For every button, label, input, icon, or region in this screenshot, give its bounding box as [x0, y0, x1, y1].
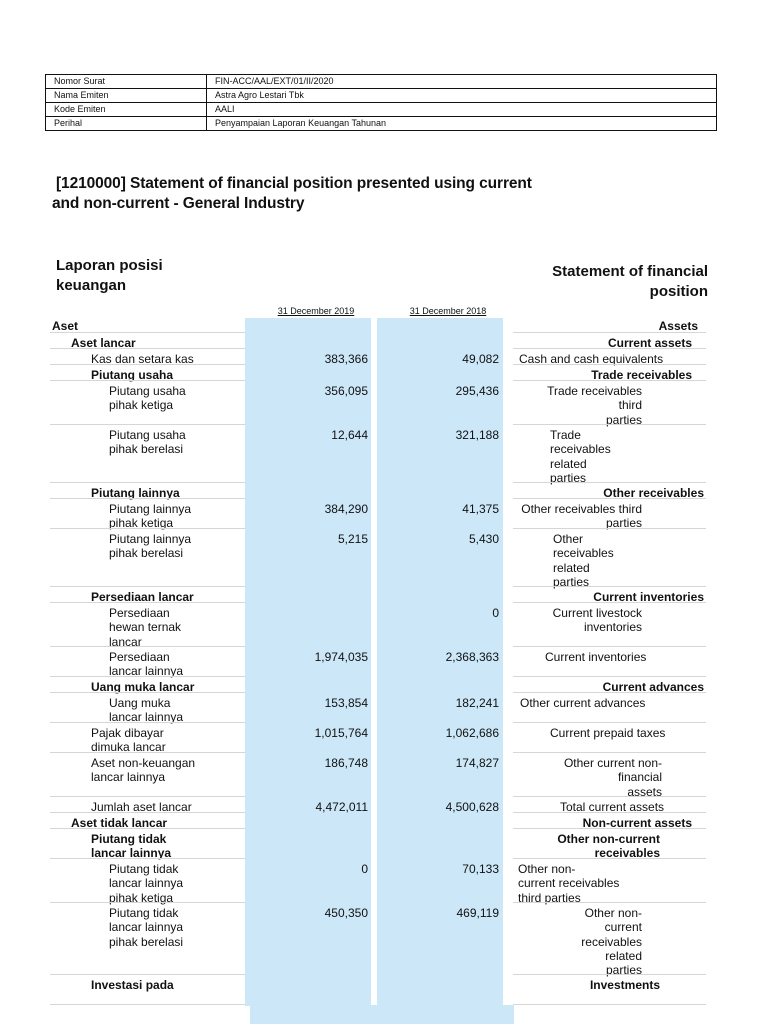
row-label-id: Persediaan hewan ternak lancar	[109, 606, 182, 649]
info-key: Kode Emiten	[46, 103, 207, 117]
column-header-2018: 31 December 2018	[409, 306, 487, 316]
row-label-en: Trade receivables third parties	[547, 384, 642, 427]
row-label-en: Cash and cash equivalents	[519, 352, 664, 366]
value-2018: 1,062,686	[445, 726, 499, 740]
row-label-id: Pajak dibayar dimuka lancar	[91, 726, 166, 755]
heading-indonesian: Laporan posisi keuangan	[56, 257, 163, 294]
table-row	[0, 427, 768, 485]
row-label-en-text: Other non- current receivables third parties	[518, 862, 620, 905]
row-label-id: Jumlah aset lancar	[91, 800, 192, 814]
row-label-en: Investments	[589, 978, 660, 992]
info-key: Nama Emiten	[46, 89, 207, 103]
value-2019: 4,472,011	[315, 800, 368, 814]
row-label-id: Kas dan setara kas	[91, 352, 194, 366]
value-2019: 186,748	[324, 756, 368, 770]
value-2019: 1,974,035	[314, 650, 368, 664]
table-row	[0, 318, 768, 335]
table-row	[0, 383, 768, 427]
value-2019: 356,095	[324, 384, 368, 398]
row-label-en: Current livestock inventories	[552, 606, 642, 635]
value-2019: 383,366	[324, 352, 368, 366]
info-key: Nomor Surat	[46, 75, 207, 89]
table-row	[0, 605, 768, 649]
table-row	[0, 905, 768, 977]
value-2018: 0	[492, 606, 499, 620]
value-2018: 469,119	[456, 906, 499, 920]
row-label-en: Assets	[658, 319, 698, 333]
table-row	[0, 695, 768, 725]
row-label-en	[553, 532, 673, 589]
table-row	[0, 335, 768, 351]
table-row	[0, 831, 768, 861]
value-2018: 321,188	[455, 428, 499, 442]
row-label-id: Aset lancar	[71, 336, 136, 350]
info-value: Penyampaian Laporan Keuangan Tahunan	[207, 117, 717, 131]
info-row-nama-emiten	[46, 89, 717, 103]
info-value: AALI	[207, 103, 717, 117]
value-2018: 174,827	[455, 756, 499, 770]
table-row	[0, 799, 768, 815]
row-label-en-text: Trade receivables related parties	[550, 428, 611, 485]
value-2019: 1,015,764	[314, 726, 368, 740]
table-row	[0, 725, 768, 755]
row-label-id: Uang muka lancar	[91, 680, 195, 694]
value-2018: 70,133	[462, 862, 499, 876]
row-label-en	[518, 862, 668, 905]
value-2018: 5,430	[468, 532, 499, 546]
value-2018: 49,082	[462, 352, 499, 366]
column-band-footer	[250, 1005, 514, 1024]
heading-english: Statement of financial position	[552, 263, 708, 300]
document-title-line-1: [1210000] Statement of financial position presented using current	[56, 175, 532, 192]
row-label-en: Other non-current receivables	[557, 832, 660, 861]
letter-info-table	[45, 74, 717, 131]
info-row-nomor-surat	[46, 75, 717, 89]
row-label-en: Current advances	[602, 680, 704, 694]
row-label-id: Persediaan lancar lainnya	[109, 650, 184, 679]
row-label-en: Total current assets	[560, 800, 665, 814]
document-title-line-2: and non-current - General Industry	[52, 195, 305, 212]
info-key: Perihal	[46, 117, 207, 131]
value-2018: 4,500,628	[445, 800, 499, 814]
row-label-id: Investasi pada	[91, 978, 174, 992]
row-label-en: Other receivables	[603, 486, 704, 500]
row-label-en: Trade receivables	[591, 368, 692, 382]
row-label-id: Aset	[52, 319, 79, 333]
row-label-en: Other current non- financial assets	[563, 756, 662, 799]
row-label-en	[550, 428, 670, 485]
table-row	[0, 501, 768, 531]
row-label-en-text: Other receivables related parties	[553, 532, 614, 589]
row-label-id: Uang muka lancar lainnya	[109, 696, 184, 725]
table-row	[0, 815, 768, 831]
info-value: Astra Agro Lestari Tbk	[207, 89, 717, 103]
table-row	[0, 589, 768, 605]
row-label-id: Piutang tidak lancar lainnya pihak berelasi	[109, 906, 184, 949]
row-label-en: Current inventories	[545, 650, 647, 664]
info-row-kode-emiten	[46, 103, 717, 117]
value-2019: 153,854	[324, 696, 368, 710]
table-row	[0, 977, 768, 1007]
table-row	[0, 755, 768, 799]
value-2018: 2,368,363	[445, 650, 499, 664]
row-label-id: Aset tidak lancar	[71, 816, 168, 830]
row-label-id: Piutang lainnya	[91, 486, 180, 500]
table-row	[0, 679, 768, 695]
value-2019: 5,215	[337, 532, 368, 546]
table-row	[0, 531, 768, 589]
row-label-en: Non-current assets	[582, 816, 692, 830]
value-2019: 384,290	[324, 502, 368, 516]
info-value: FIN-ACC/AAL/EXT/01/II/2020	[207, 75, 717, 89]
row-label-en: Other receivables third parties	[521, 502, 642, 531]
row-label-en: Other non- current receivables related parties	[581, 906, 642, 978]
value-2018: 41,375	[462, 502, 499, 516]
table-row	[0, 351, 768, 367]
table-row	[0, 367, 768, 383]
row-label-id: Piutang tidak lancar lainnya pihak ketiga	[109, 862, 184, 905]
value-2019: 12,644	[331, 428, 368, 442]
table-row	[0, 649, 768, 679]
row-label-en: Current assets	[607, 336, 692, 350]
row-label-id: Piutang lainnya pihak berelasi	[109, 532, 192, 561]
row-label-id: Piutang lainnya pihak ketiga	[109, 502, 192, 531]
document-title	[52, 174, 632, 214]
row-label-id: Piutang usaha	[91, 368, 174, 382]
row-label-en: Current inventories	[593, 590, 704, 604]
row-label-en: Other current advances	[520, 696, 646, 710]
value-2019: 450,350	[324, 906, 368, 920]
column-header-2019: 31 December 2019	[277, 306, 355, 316]
row-label-en: Current prepaid taxes	[550, 726, 666, 740]
info-row-perihal	[46, 117, 717, 131]
row-label-id: Aset non-keuangan lancar lainnya	[91, 756, 196, 785]
table-row	[0, 485, 768, 501]
value-2018: 295,436	[455, 384, 499, 398]
row-label-id: Piutang usaha pihak ketiga	[109, 384, 186, 413]
table-row	[0, 861, 768, 905]
value-2019: 0	[361, 862, 368, 876]
row-label-id: Piutang tidak lancar lainnya	[91, 832, 172, 861]
row-label-id: Persediaan lancar	[91, 590, 194, 604]
value-2018: 182,241	[455, 696, 499, 710]
row-label-id: Piutang usaha pihak berelasi	[109, 428, 186, 457]
